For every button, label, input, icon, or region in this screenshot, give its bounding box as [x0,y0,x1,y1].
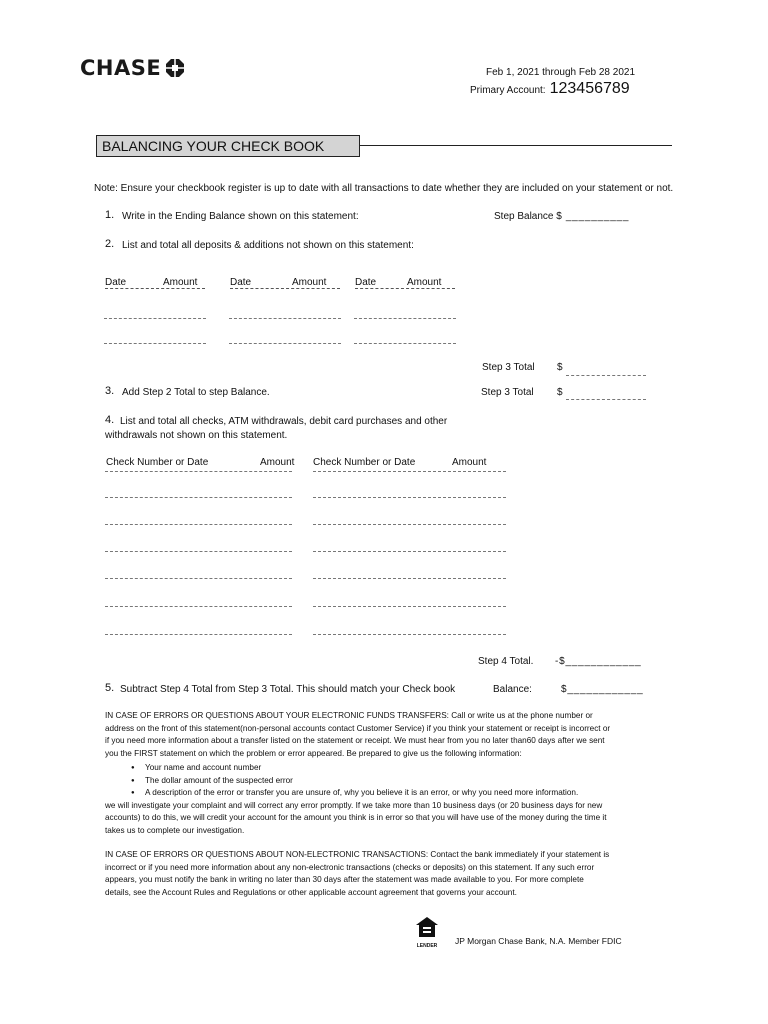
col-amount-label: Amount [292,277,327,288]
check-entry-line[interactable] [313,578,506,579]
note-text: Note: Ensure your checkbook register is up to date with all transactions to date whether they are included on your statement or not. [94,183,674,194]
step3-total-dollar: $ [557,387,563,398]
step4-text-line1: List and total all checks, ATM withdrawals, debit card purchases and other [120,416,448,427]
step4-number: 4. [105,414,115,426]
eft-disclosure [105,710,625,837]
octagon-icon [165,58,185,78]
step2-text: List and total all deposits & additions not shown on this statement: [122,240,414,251]
deposit-col-header-3 [355,277,455,289]
step3-total-field[interactable] [566,399,646,400]
col-date-label: Date [355,277,377,288]
step5-text: Subtract Step 4 Total from Step 3 Total. This should match your Check book [120,684,456,695]
step1-number: 1. [105,209,115,221]
eft-line-3: if you need more information about a transfer listed on the statement or receipt. We must hear from you no later than60 days after we sent [105,736,605,745]
non-eft-line-2: incorrect or if you need more information about any non-electronic transactions (checks or deposits) on this statement. If any such error [105,862,595,872]
eft-after-3: takes us to complete our investigation. [105,825,245,835]
eft-after-1: we will investigate your complaint and will correct any error promptly. If we take more than 10 business days (or 20 business days for new [105,800,603,810]
deposit-entry-line[interactable] [104,318,206,319]
col-amount-label: Amount [163,277,198,288]
step1-balance [494,211,627,222]
deposit-entry-line[interactable] [354,318,456,319]
member-fdic-text: JP Morgan Chase Bank, N.A. Member FDIC [455,936,622,946]
deposit-entry-line[interactable] [229,343,341,344]
deposit-entry-line[interactable] [229,318,341,319]
check-header-rule [105,471,292,472]
step4-total-label: Step 4 Total. [478,656,534,667]
eft-bullet: ● The dollar amount of the suspected error [127,775,625,788]
step5-balance-field[interactable]: $ _ _ _ _ _ _ _ _ _ _ _ _ [561,684,642,695]
deposit-entry-line[interactable] [104,343,206,344]
eft-line-2: address on the front of this statement(non-personal accounts contact Customer Service) if you think your statement or receipt is incorrect or [105,723,611,733]
step2-total-label: Step 3 Total [482,362,535,373]
step1-text: Write in the Ending Balance shown on this statement: [122,211,359,222]
eft-line-4: you the FIRST statement on which the problem or error appeared. Be prepared to give us the following information: [105,748,522,758]
check-entry-line[interactable] [313,497,506,498]
step3-text: Add Step 2 Total to step Balance. [122,387,270,398]
title-rule [360,145,672,146]
step1-balance-blank[interactable]: _ _ _ _ _ _ _ _ _ _ [565,211,628,222]
non-eft-line-4: details, see the Account Rules and Regulations or other applicable account agreement that governs your account. [105,887,517,897]
check-col-header-2: Check Number or Date [313,457,416,468]
equal-housing-lender-logo [414,916,440,949]
eft-heading: IN CASE OF ERRORS OR QUESTIONS ABOUT YOUR ELECTRONIC FUNDS TRANSFERS: [105,711,449,720]
check-entry-line[interactable] [105,634,292,635]
amount-col-header-2: Amount [452,457,487,468]
step2-number: 2. [105,238,115,250]
step1-balance-label: Step Balance $ [494,211,562,222]
check-entry-line[interactable] [313,551,506,552]
account-label: Primary Account: [470,85,546,96]
check-header-rule [313,471,506,472]
col-amount-label: Amount [407,277,442,288]
equal-housing-lender-icon [415,916,439,938]
check-entry-line[interactable] [105,606,292,607]
non-eft-disclosure [105,849,625,899]
check-entry-line[interactable] [105,497,292,498]
step2-total-dollar: $ [557,362,563,373]
step2-total-field[interactable] [566,375,646,376]
account-info [470,80,630,98]
check-col-header-1: Check Number or Date [106,457,209,468]
check-entry-line[interactable] [313,634,506,635]
step4-text-line2: withdrawals not shown on this statement. [105,430,288,441]
bank-name: CHASE [80,56,162,80]
statement-period: Feb 1, 2021 through Feb 28 2021 [486,67,636,78]
amount-col-header-1: Amount [260,457,295,468]
eft-bullet: ● Your name and account number [127,762,625,775]
step4-total-field[interactable]: - $ _ _ _ _ _ _ _ _ _ _ _ _ [555,656,640,667]
check-entry-line[interactable] [313,606,506,607]
check-entry-line[interactable] [105,524,292,525]
page-title: BALANCING YOUR CHECK BOOK [96,135,360,157]
eft-line1-rest: Call or write us at the phone number or [448,711,593,720]
step3-number: 3. [105,385,115,397]
eft-after-2: accounts) to do this, we will credit your account for the amount you think is in error so that you will have use of the money during the time it [105,813,607,822]
col-date-label: Date [230,277,252,288]
check-entry-line[interactable] [105,551,292,552]
eft-line-1 [105,710,625,723]
col-date-label: Date [105,277,127,288]
lender-text: LENDER [416,943,438,949]
eft-bullets [127,762,625,800]
check-entry-line[interactable] [105,578,292,579]
account-number: 123456789 [549,80,630,97]
non-eft-line-3: appears, you must notify the bank in writing no later than 30 days after the statement was made available to you. For more complete [105,875,584,884]
step3-total-label: Step 3 Total [481,387,534,398]
chase-logo [80,56,185,80]
deposit-entry-line[interactable] [354,343,456,344]
step5-number: 5. [105,682,115,694]
deposit-col-header-1 [105,277,205,289]
deposit-col-header-2 [230,277,340,289]
non-eft-line-1: IN CASE OF ERRORS OR QUESTIONS ABOUT NON-ELECTRONIC TRANSACTIONS: Contact the bank immediately if your statement is [105,850,610,859]
eft-bullet: ● A description of the error or transfer you are unsure of, why you believe it is an error, or why you need more information. [127,787,625,800]
check-entry-line[interactable] [313,524,506,525]
step5-balance-label: Balance: [493,684,532,695]
